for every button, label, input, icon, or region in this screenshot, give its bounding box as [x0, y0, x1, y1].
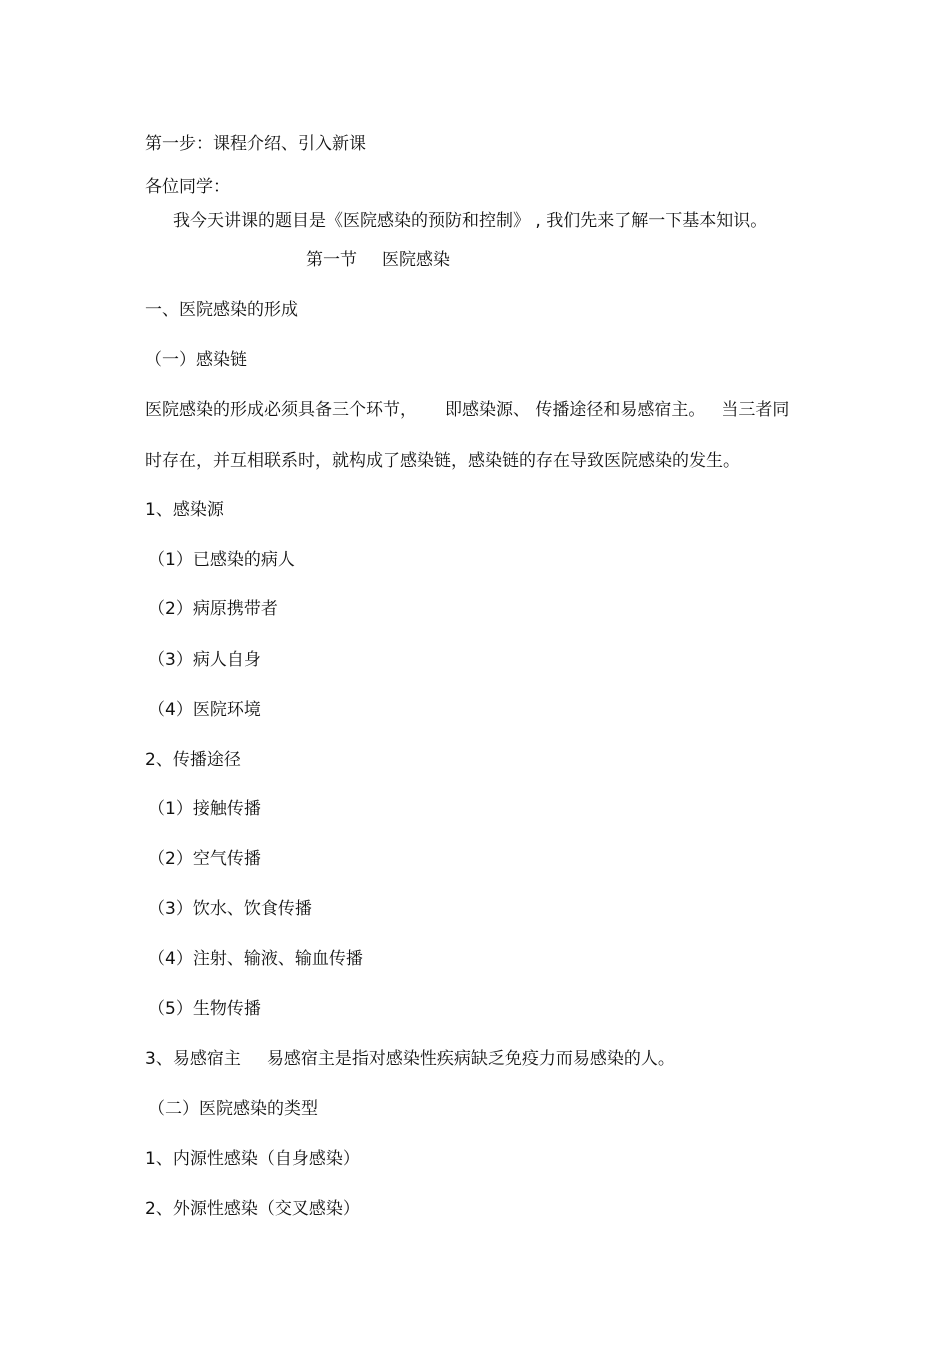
list-item: （2）病原携带者 — [148, 599, 278, 619]
item3-heading: 3、易感宿主 — [145, 1049, 241, 1069]
paragraph-line-1 — [145, 399, 789, 421]
item1-heading: 1、感染源 — [145, 500, 224, 520]
section-title: 医院感染 — [382, 250, 450, 270]
paragraph-line-1-a: 医院感染的形成必须具备三个环节， — [145, 400, 417, 420]
paragraph-line-2: 时存在，并互相联系时，就构成了感染链，感染链的存在导致医院感染的发生。 — [145, 451, 740, 471]
section-heading — [306, 249, 450, 271]
sub1-heading: （一）感染链 — [145, 350, 247, 370]
paragraph-line-1-b: 即感染源、 传播途径和易感宿主。 — [445, 400, 706, 420]
list-item: （1）已感染的病人 — [148, 550, 295, 570]
intro-paragraph: 我今天讲课的题目是《医院感染的预防和控制》 , 我们先来了解一下基本知识。 — [173, 211, 768, 231]
item2-heading: 2、传播途径 — [145, 750, 241, 770]
item3-text: 易感宿主是指对感染性疾病缺乏免疫力而易感染的人。 — [266, 1049, 675, 1069]
list-item: （1）接触传播 — [148, 799, 261, 819]
type-item-2: 2、外源性感染（交叉感染） — [145, 1199, 360, 1219]
item3-line — [145, 1048, 675, 1070]
greeting: 各位同学： — [145, 177, 230, 197]
sub2-heading: （二）医院感染的类型 — [148, 1099, 318, 1119]
list-item: （3）饮水、饮食传播 — [148, 899, 312, 919]
list-item: （5）生物传播 — [148, 999, 261, 1019]
step-heading: 第一步：课程介绍、引入新课 — [145, 134, 366, 154]
list-item: （2）空气传播 — [148, 849, 261, 869]
list-item: （3）病人自身 — [148, 650, 261, 670]
paragraph-line-1-c: 当三者同 — [721, 400, 790, 420]
type-item-1: 1、内源性感染（自身感染） — [145, 1149, 360, 1169]
list-item: （4）医院环境 — [148, 700, 261, 720]
part1-heading: 一、医院感染的形成 — [145, 300, 298, 320]
section-number: 第一节 — [306, 250, 357, 270]
list-item: （4）注射、输液、输血传播 — [148, 949, 363, 969]
